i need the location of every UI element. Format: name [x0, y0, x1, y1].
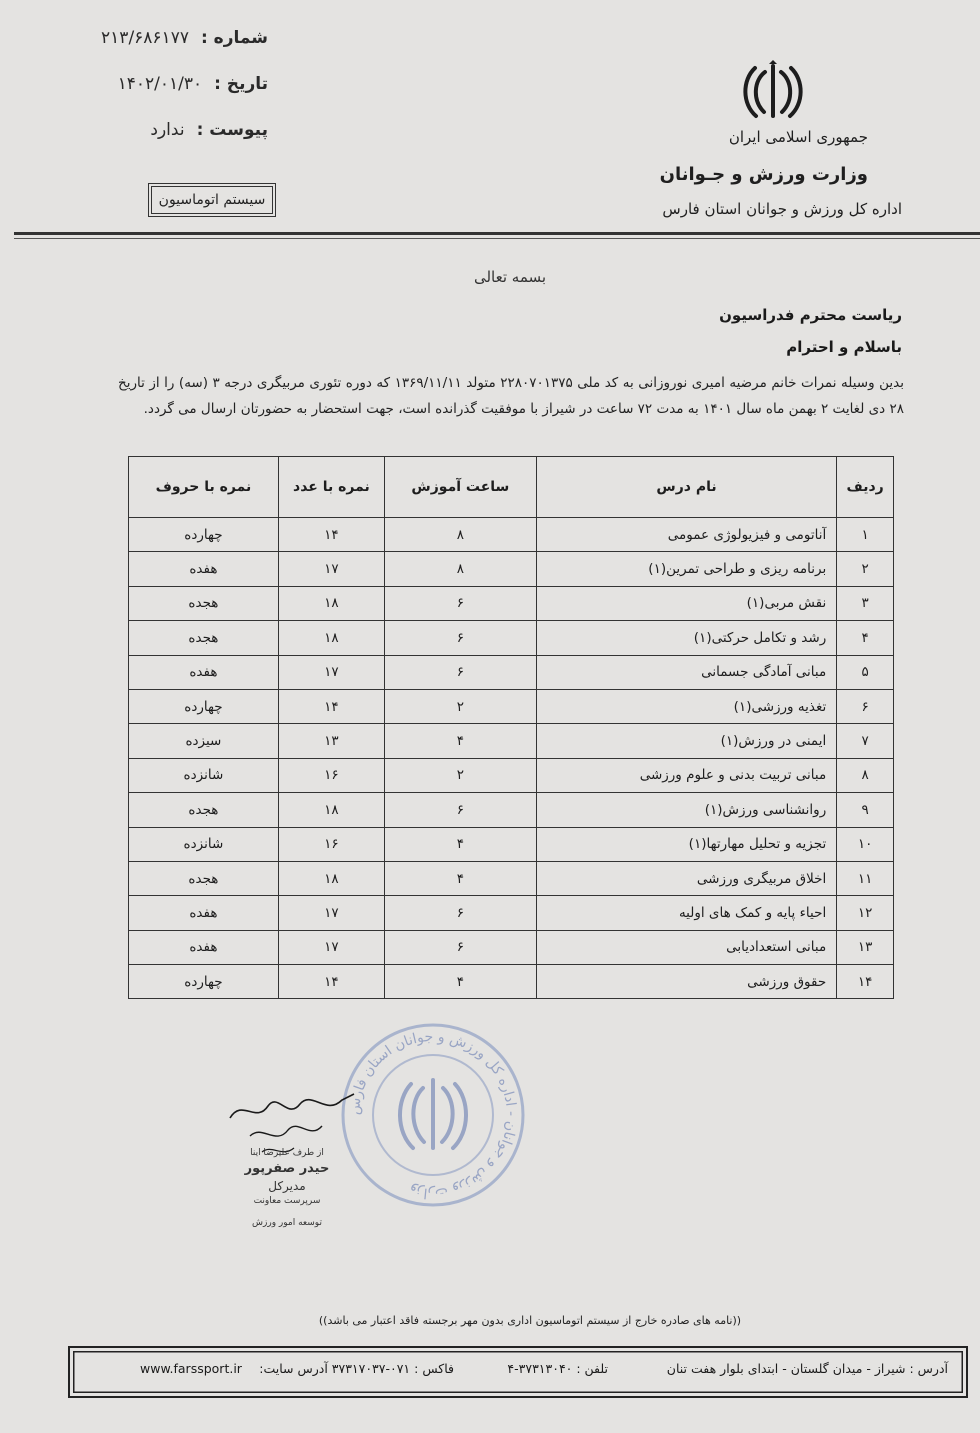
grade-words: سیزده: [129, 724, 279, 758]
footer-address: آدرس : شیراز - میدان گلستان - ابتدای بلوار هفت تنان: [666, 1361, 948, 1376]
course-name: آناتومی و فیزیولوژی عمومی: [536, 518, 836, 552]
grade-numeric: ۱۷: [278, 896, 384, 930]
row-number: ۱۰: [837, 827, 894, 861]
row-number: ۱۱: [837, 861, 894, 895]
header-grade-numeric: نمره با عدد: [278, 457, 384, 518]
grade-words: چهارده: [129, 689, 279, 723]
training-hours: ۸: [384, 518, 536, 552]
header-course-name: نام درس: [536, 457, 836, 518]
row-number: ۳: [837, 586, 894, 620]
table-row: [129, 896, 894, 930]
table-row: [129, 689, 894, 723]
training-hours: ۴: [384, 861, 536, 895]
row-number: ۱۴: [837, 965, 894, 999]
footer-phone: تلفن : ۳۷۳۱۳۰۴۰-۴: [507, 1361, 608, 1376]
grade-words: هفده: [129, 930, 279, 964]
letter-date-value: ۱۴۰۲/۰۱/۳۰: [117, 74, 203, 94]
letter-body: بدین وسیله نمرات خانم مرضیه امیری نوروزانی به کد ملی ۲۲۸۰۷۰۱۳۷۵ متولد ۱۳۶۹/۱۱/۱۱ که دوره تئوری مربیگری درجه ۳ (سه) را از تاریخ ۲۸ دی لغایت ۲ بهمن ماه سال ۱۴۰۱ به مدت ۷۲ ساعت در شیراز با موفقیت گذرانده است، جهت استحضار به حضورتان ارسال می گردد.: [118, 375, 905, 417]
row-number: ۹: [837, 793, 894, 827]
official-seal-stamp: [338, 1020, 528, 1210]
footer-fax: فاکس : ۰۷۱-۳۷۳۱۷۰۳۷ آدرس سایت:: [259, 1361, 454, 1376]
course-name: مبانی استعدادیابی: [536, 930, 836, 964]
letter-number-label: شماره :: [200, 28, 268, 48]
signatory-name: حیدر صفرپور: [244, 1161, 330, 1176]
table-row: [129, 655, 894, 689]
training-hours: ۲: [384, 689, 536, 723]
training-hours: ۶: [384, 586, 536, 620]
course-name: نقش مربی(۱): [536, 586, 836, 620]
grade-words: شانزده: [129, 758, 279, 792]
footer-website-link[interactable]: www.farssport.ir: [140, 1361, 242, 1376]
grade-numeric: ۱۸: [278, 621, 384, 655]
addressee: ریاست محترم فدراسیون: [719, 306, 902, 324]
greeting: باسلام و احترام: [786, 338, 902, 356]
table-row: [129, 793, 894, 827]
row-number: ۷: [837, 724, 894, 758]
header-divider: [14, 232, 980, 235]
table-header-row: [129, 457, 894, 518]
grade-numeric: ۱۴: [278, 518, 384, 552]
grade-words: هجده: [129, 586, 279, 620]
training-hours: ۴: [384, 724, 536, 758]
row-number: ۱۲: [837, 896, 894, 930]
signatory-title: مدیرکل: [268, 1179, 306, 1193]
grade-words: چهارده: [129, 518, 279, 552]
table-row: [129, 552, 894, 586]
grades-table: [128, 456, 894, 999]
table-row: [129, 861, 894, 895]
letter-number-value: ۲۱۳/۶۸۶۱۷۷: [101, 28, 189, 48]
course-name: تجزیه و تحلیل مهارتها(۱): [536, 827, 836, 861]
training-hours: ۲: [384, 758, 536, 792]
row-number: ۸: [837, 758, 894, 792]
row-number: ۵: [837, 655, 894, 689]
course-name: احیاء پایه و کمک های اولیه: [536, 896, 836, 930]
letter-number: [101, 28, 268, 48]
grade-numeric: ۱۸: [278, 793, 384, 827]
table-row: [129, 930, 894, 964]
training-hours: ۶: [384, 621, 536, 655]
grade-words: هجده: [129, 861, 279, 895]
letter-date-label: تاریخ :: [214, 74, 268, 94]
table-row: [129, 724, 894, 758]
letter-date: [118, 74, 268, 94]
grade-words: هفده: [129, 896, 279, 930]
grade-numeric: ۱۷: [278, 930, 384, 964]
table-row: [129, 758, 894, 792]
table-row: [129, 621, 894, 655]
table-row: [129, 827, 894, 861]
header-grade-words: نمره با حروف: [129, 457, 279, 518]
header-ministry: وزارت ورزش و جـوانان: [659, 164, 868, 185]
training-hours: ۶: [384, 896, 536, 930]
row-number: ۱۳: [837, 930, 894, 964]
grade-words: هفده: [129, 655, 279, 689]
row-number: ۴: [837, 621, 894, 655]
training-hours: ۸: [384, 552, 536, 586]
training-hours: ۶: [384, 655, 536, 689]
grade-words: هفده: [129, 552, 279, 586]
course-name: مبانی تربیت بدنی و علوم ورزشی: [536, 758, 836, 792]
grade-words: هجده: [129, 793, 279, 827]
grade-words: شانزده: [129, 827, 279, 861]
letter-attachment: [150, 120, 268, 140]
grade-numeric: ۱۶: [278, 827, 384, 861]
grade-words: هجده: [129, 621, 279, 655]
course-name: تغذیه ورزشی(۱): [536, 689, 836, 723]
grade-numeric: ۱۶: [278, 758, 384, 792]
training-hours: ۶: [384, 930, 536, 964]
header-training-hours: ساعت آموزش: [384, 457, 536, 518]
header-row-number: ردیف: [837, 457, 894, 518]
letter-attachment-label: پیوست :: [196, 120, 268, 140]
table-row: [129, 965, 894, 999]
table-row: [129, 518, 894, 552]
training-hours: ۴: [384, 827, 536, 861]
row-number: ۲: [837, 552, 894, 586]
letter-attachment-value: ندارد: [150, 120, 185, 140]
course-name: روانشناسی ورزش(۱): [536, 793, 836, 827]
header-divider-thin: [14, 238, 980, 239]
header-department: اداره کل ورزش و جوانان استان فارس: [662, 200, 902, 218]
course-name: مبانی آمادگی جسمانی: [536, 655, 836, 689]
table-row: [129, 586, 894, 620]
row-number: ۶: [837, 689, 894, 723]
grade-numeric: ۱۸: [278, 861, 384, 895]
automation-system-box: سیستم اتوماسیون: [148, 183, 276, 217]
iran-emblem-icon: [740, 60, 806, 122]
seal-ring-text: وزارت ورزش و جوانان - اداره کل ورزش و جوانان استان فارس: [346, 1028, 520, 1202]
grade-words: چهارده: [129, 965, 279, 999]
signature-caption: [232, 1146, 342, 1230]
header-republic: جمهوری اسلامی ایران: [728, 128, 868, 146]
signatory-deputy: سرپرست معاونت: [253, 1196, 321, 1206]
row-number: ۱: [837, 518, 894, 552]
grade-numeric: ۱۷: [278, 552, 384, 586]
training-hours: ۴: [384, 965, 536, 999]
signature-on-behalf: از طرف علیرضا اینا: [250, 1148, 324, 1158]
course-name: برنامه ریزی و طراحی تمرین(۱): [536, 552, 836, 586]
course-name: رشد و تکامل حرکتی(۱): [536, 621, 836, 655]
course-name: حقوق ورزشی: [536, 965, 836, 999]
grade-numeric: ۱۳: [278, 724, 384, 758]
course-name: ایمنی در ورزش(۱): [536, 724, 836, 758]
validity-note: ((نامه های صادره خارج از سیستم اتوماسیون اداری بدون مهر برجسته فاقد اعتبار می باشد)): [318, 1314, 742, 1327]
signatory-department: توسعه امور ورزش: [252, 1218, 322, 1228]
basmala: بسمه تعالی: [473, 268, 547, 286]
grade-numeric: ۱۴: [278, 965, 384, 999]
grade-numeric: ۱۷: [278, 655, 384, 689]
grade-numeric: ۱۸: [278, 586, 384, 620]
training-hours: ۶: [384, 793, 536, 827]
grade-numeric: ۱۴: [278, 689, 384, 723]
course-name: اخلاق مربیگری ورزشی: [536, 861, 836, 895]
